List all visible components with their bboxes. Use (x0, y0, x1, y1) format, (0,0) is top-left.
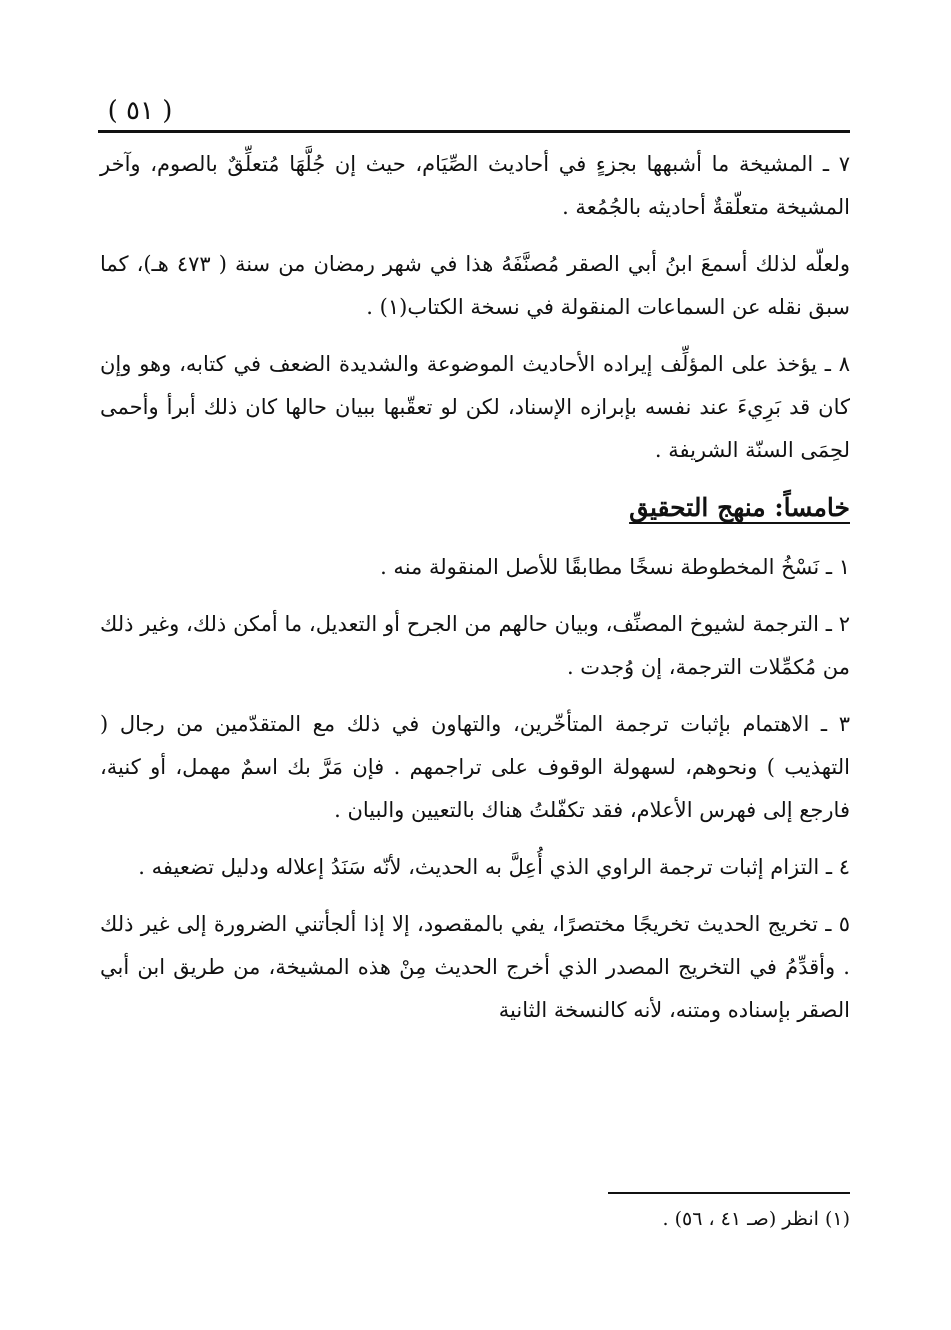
section-heading: خامساً: منهج التحقيق (629, 493, 850, 522)
page-number: ( ٥١ ) (107, 96, 173, 126)
method-item-2: ٢ ـ الترجمة لشيوخ المصنِّف، وبيان حالهم من الجرح أو التعديل، ما أمكن ذلك، وغير ذلك من مُكمِّلات الترجمة، إن وُجدت . (100, 612, 850, 679)
footnote-rule (608, 1192, 850, 1194)
method-item-1: ١ ـ نَسْخُ المخطوطة نسخًا مطابقًا للأصل المنقولة منه . (380, 555, 850, 579)
footnote: (١) انظر (صـ ٤١ ، ٥٦) . (662, 1208, 850, 1230)
method-item-4: ٤ ـ التزام إثبات ترجمة الراوي الذي أُعِلَّ به الحديث، لأنّه سَنَدُ إعلاله ودليل تضعيفه . (138, 855, 850, 879)
header-rule (98, 130, 850, 133)
method-item-3: ٣ ـ الاهتمام بإثبات ترجمة المتأخّرين، والتهاون في ذلك مع المتقدّمين من رجال ( التهذيب ) ونحوهم، لسهولة الوقوف على تراجمهم . فإن مَرَّ بك اسمٌ مهمل، أو كنية، فارجع إلى فهرس الأعلام، فقد تكفّلتُ هناك بالتعيين والبيان . (100, 712, 850, 822)
paragraph-7: ٧ ـ المشيخة ما أشبهها بجزءٍ في أحاديث الصِّيَام، حيث إن جُلَّهَا مُتعلِّقٌ بالصوم، وآخر المشيخة متعلّقةٌ أحاديثه بالجُمُعة . (100, 152, 850, 219)
page-body (100, 143, 850, 1046)
method-item-5: ٥ ـ تخريج الحديث تخريجًا مختصرًا، يفي بالمقصود، إلا إذا ألجأتني الضرورة إلى غير ذلك . وأقدِّمُ في التخريج المصدر الذي أخرج الحديث مِنْ هذه المشيخة، من طريق ابن أبي الصقر بإسناده ومتنه، لأنه كالنسخة الثانية (100, 912, 850, 1022)
paragraph-ramadan: ولعلّه لذلك أسمعَ ابنُ أبي الصقر مُصنَّفَهُ هذا في شهر رمضان من سنة ( ٤٧٣ هـ)، كما سبق نقله عن السماعات المنقولة في نسخة الكتاب(١) . (100, 252, 850, 319)
paragraph-8: ٨ ـ يؤخذ على المؤلِّف إيراده الأحاديث الموضوعة والشديدة الضعف في كتابه، وهو وإن كان قد بَرِيءَ عند نفسه بإبرازه الإسناد، لكن لو تعقّبها ببيان حالها كان ذلك أبرأ وأحمى لحِمَى السنّة الشريفة . (100, 352, 850, 462)
